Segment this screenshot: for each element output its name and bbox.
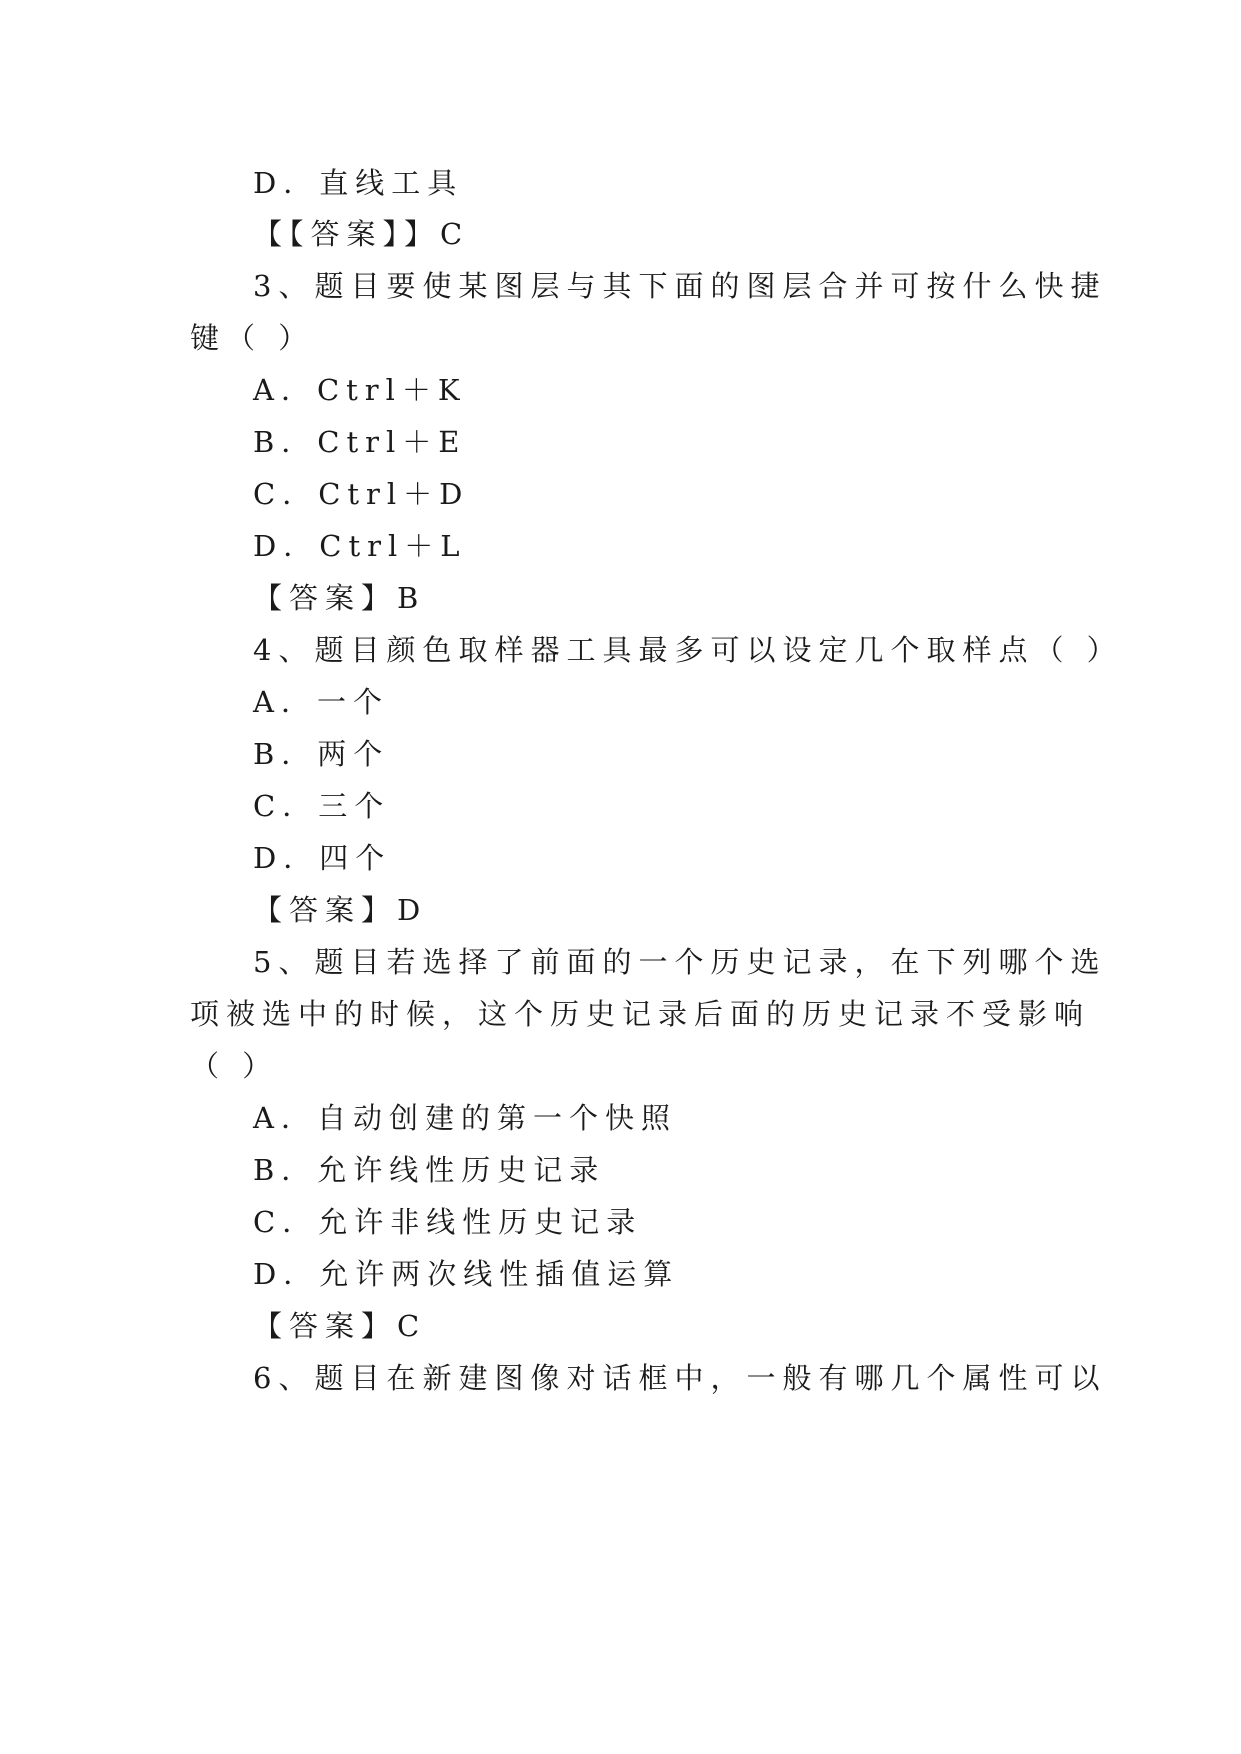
question-line: 6、题目在新建图像对话框中，一般有哪几个属性可以	[253, 1361, 1107, 1395]
option-line: D．允许两次线性插值运算	[253, 1257, 680, 1291]
question-line: 3、题目要使某图层与其下面的图层合并可按什么快捷	[253, 269, 1107, 303]
option-line: C．允许非线性历史记录	[253, 1205, 643, 1239]
option-line: C．Ctrl＋D	[253, 477, 470, 511]
question-line: 4、题目颜色取样器工具最多可以设定几个取样点（ ）	[253, 633, 1123, 667]
answer-line: 【答案】C	[253, 1309, 427, 1343]
option-line: B．Ctrl＋E	[253, 425, 467, 459]
option-line: B．允许线性历史记录	[253, 1153, 606, 1187]
question-continuation: （ ）	[190, 1049, 279, 1083]
answer-line: 【答案】B	[253, 581, 426, 615]
question-continuation: 键（ ）	[190, 321, 315, 355]
answer-line: 【【答案】】C	[253, 217, 470, 251]
option-line: A．Ctrl＋K	[253, 373, 467, 407]
answer-line: 【答案】D	[253, 893, 428, 927]
question-line: 5、题目若选择了前面的一个历史记录，在下列哪个选	[253, 945, 1107, 979]
option-line: D．Ctrl＋L	[253, 529, 467, 563]
option-line: B．两个	[253, 737, 390, 771]
option-line: C．三个	[253, 789, 391, 823]
option-line: A．一个	[253, 685, 389, 719]
option-line: D．四个	[253, 841, 392, 875]
question-continuation: 项被选中的时候，这个历史记录后面的历史记录不受影响	[190, 997, 1091, 1031]
option-line: D．直线工具	[253, 166, 464, 200]
option-line: A．自动创建的第一个快照	[253, 1101, 677, 1135]
